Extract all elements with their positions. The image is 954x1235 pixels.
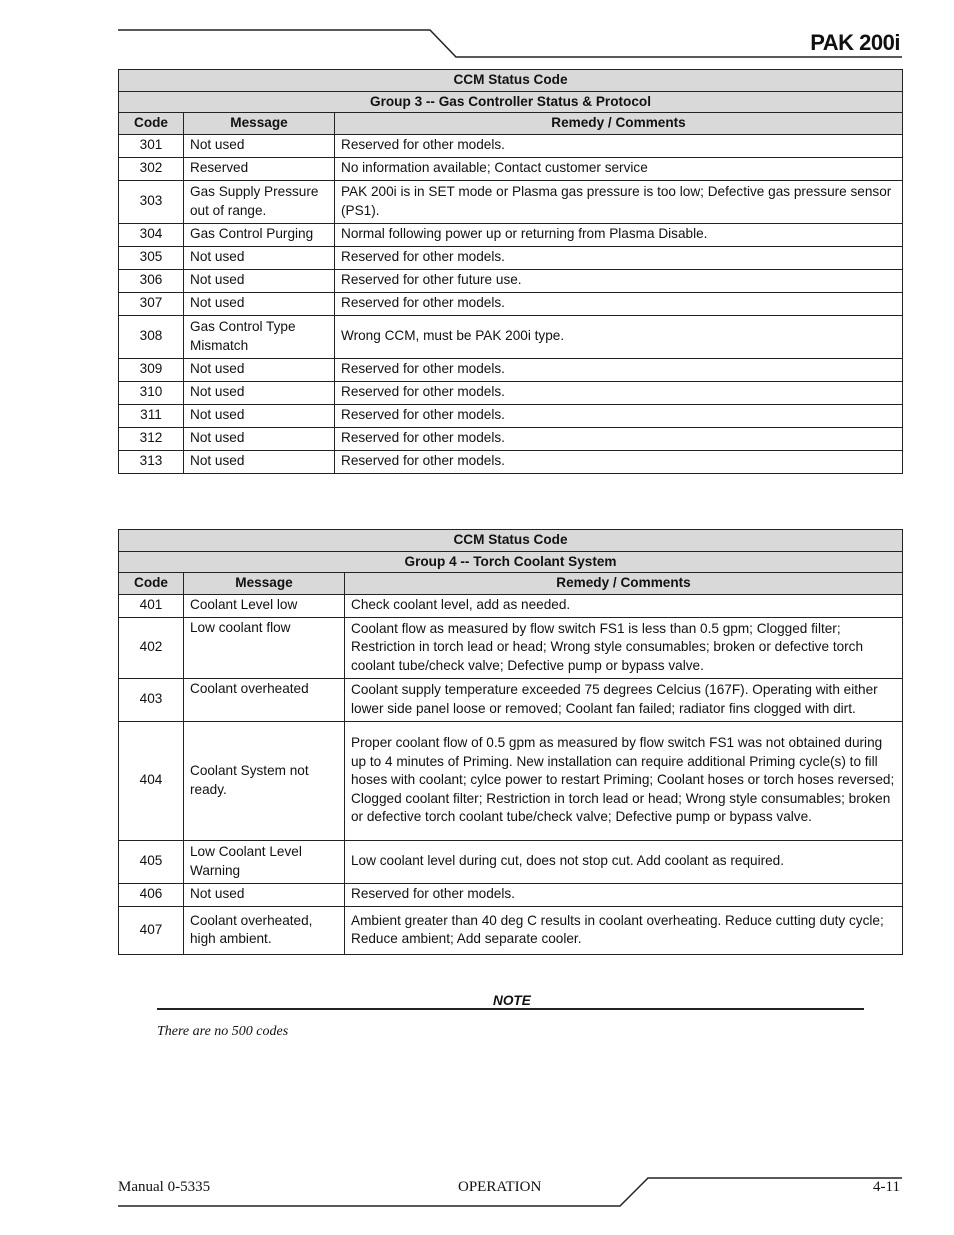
table-row — [119, 315, 903, 358]
remedy-cell: Normal following power up or returning from Plasma Disable. — [335, 223, 903, 246]
code-cell: 403 — [119, 678, 184, 721]
remedy-cell: Reserved for other models. — [335, 381, 903, 404]
table-group: Group 4 -- Torch Coolant System — [119, 551, 903, 573]
code-cell: 313 — [119, 450, 184, 473]
table-row — [119, 427, 903, 450]
message-cell: Not used — [184, 358, 335, 381]
remedy-cell: Reserved for other future use. — [335, 269, 903, 292]
table-group-row — [119, 91, 903, 113]
col-header-remedy: Remedy / Comments — [345, 573, 903, 595]
remedy-cell: Check coolant level, add as needed. — [345, 594, 903, 617]
code-cell: 310 — [119, 381, 184, 404]
table-row — [119, 404, 903, 427]
message-cell: Coolant System not ready. — [184, 721, 345, 840]
table-title: CCM Status Code — [119, 530, 903, 552]
table-row — [119, 906, 903, 954]
message-cell: Gas Control Purging — [184, 223, 335, 246]
message-cell: Reserved — [184, 157, 335, 180]
message-cell: Not used — [184, 450, 335, 473]
note-rule — [157, 1008, 864, 1010]
code-cell: 311 — [119, 404, 184, 427]
message-cell: Gas Control Type Mismatch — [184, 315, 335, 358]
table-body — [119, 594, 903, 954]
table-header-row — [119, 573, 903, 595]
code-cell: 407 — [119, 906, 184, 954]
note-text: There are no 500 codes — [157, 1024, 289, 1039]
table-title-row — [119, 530, 903, 552]
code-cell: 308 — [119, 315, 184, 358]
remedy-cell: Reserved for other models. — [335, 427, 903, 450]
code-cell: 402 — [119, 617, 184, 678]
message-cell: Not used — [184, 381, 335, 404]
message-cell: Low Coolant Level Warning — [184, 840, 345, 883]
message-cell: Not used — [184, 404, 335, 427]
remedy-cell: Coolant flow as measured by flow switch FS1 is less than 0.5 gpm; Clogged filter; Restriction in torch lead or head; Wrong style consumables; broken or defective torch coolant tube/check valve; Defective pump or bypass valve. — [345, 617, 903, 678]
code-cell: 306 — [119, 269, 184, 292]
table-title: CCM Status Code — [119, 70, 903, 92]
code-cell: 401 — [119, 594, 184, 617]
col-header-code: Code — [119, 573, 184, 595]
table-row — [119, 246, 903, 269]
footer-page-number: 4-11 — [873, 1179, 900, 1195]
remedy-cell: Reserved for other models. — [335, 134, 903, 157]
note-label: NOTE — [493, 993, 531, 1008]
table-row — [119, 883, 903, 906]
message-cell: Not used — [184, 883, 345, 906]
remedy-cell: Ambient greater than 40 deg C results in coolant overheating. Reduce cutting duty cycle; Reduce ambient; Add separate cooler. — [345, 906, 903, 954]
remedy-cell: Reserved for other models. — [335, 292, 903, 315]
message-cell: Low coolant flow — [184, 617, 345, 678]
message-cell: Not used — [184, 427, 335, 450]
code-cell: 304 — [119, 223, 184, 246]
table-row — [119, 292, 903, 315]
message-cell: Not used — [184, 134, 335, 157]
table-row — [119, 721, 903, 840]
message-cell: Not used — [184, 292, 335, 315]
table-header-row — [119, 113, 903, 135]
code-cell: 301 — [119, 134, 184, 157]
table-row — [119, 594, 903, 617]
remedy-cell: Low coolant level during cut, does not stop cut. Add coolant as required. — [345, 840, 903, 883]
remedy-cell: Wrong CCM, must be PAK 200i type. — [335, 315, 903, 358]
remedy-cell: Reserved for other models. — [335, 246, 903, 269]
remedy-cell: Reserved for other models. — [345, 883, 903, 906]
table-title-row — [119, 70, 903, 92]
message-cell: Coolant overheated, high ambient. — [184, 906, 345, 954]
table-row — [119, 134, 903, 157]
remedy-cell: Reserved for other models. — [335, 450, 903, 473]
code-cell: 302 — [119, 157, 184, 180]
remedy-cell: No information available; Contact customer service — [335, 157, 903, 180]
remedy-cell: Reserved for other models. — [335, 358, 903, 381]
code-cell: 312 — [119, 427, 184, 450]
code-cell: 305 — [119, 246, 184, 269]
table-group: Group 3 -- Gas Controller Status & Protocol — [119, 91, 903, 113]
message-cell: Not used — [184, 246, 335, 269]
product-title: PAK 200i — [810, 30, 900, 55]
footer-section: OPERATION — [458, 1179, 542, 1195]
message-cell: Coolant Level low — [184, 594, 345, 617]
remedy-cell: Proper coolant flow of 0.5 gpm as measured by flow switch FS1 was not obtained during up to 4 minutes of Priming. New installation can require additional Priming cycle(s) to fill hoses with coolant; cylce power to restart Priming; Coolant hoses or torch hoses reversed; Clogged coolant filter; Restriction in torch lead or head; Wrong style consumables; broken or defective torch coolant tube/check valve; Defective pump or bypass valve. — [345, 721, 903, 840]
table-row — [119, 223, 903, 246]
message-cell: Coolant overheated — [184, 678, 345, 721]
code-cell: 309 — [119, 358, 184, 381]
table-row — [119, 381, 903, 404]
table-body — [119, 134, 903, 473]
code-cell: 406 — [119, 883, 184, 906]
table-row — [119, 180, 903, 223]
code-cell: 405 — [119, 840, 184, 883]
remedy-cell: Reserved for other models. — [335, 404, 903, 427]
table-row — [119, 358, 903, 381]
status-table-group-4 — [118, 529, 903, 955]
status-table-group-3 — [118, 69, 903, 474]
remedy-cell: PAK 200i is in SET mode or Plasma gas pressure is too low; Defective gas pressure sensor (PS1). — [335, 180, 903, 223]
table-row — [119, 269, 903, 292]
code-cell: 303 — [119, 180, 184, 223]
code-cell: 307 — [119, 292, 184, 315]
remedy-cell: Coolant supply temperature exceeded 75 degrees Celcius (167F). Operating with either lower side panel loose or removed; Coolant fan failed; radiator fins clogged with dirt. — [345, 678, 903, 721]
message-cell: Not used — [184, 269, 335, 292]
footer-manual-number: Manual 0-5335 — [118, 1179, 211, 1195]
col-header-code: Code — [119, 113, 184, 135]
table-row — [119, 450, 903, 473]
table-row — [119, 617, 903, 678]
table-row — [119, 840, 903, 883]
table-row — [119, 157, 903, 180]
code-cell: 404 — [119, 721, 184, 840]
table-group-row — [119, 551, 903, 573]
col-header-message: Message — [184, 573, 345, 595]
table-row — [119, 678, 903, 721]
col-header-message: Message — [184, 113, 335, 135]
col-header-remedy: Remedy / Comments — [335, 113, 903, 135]
message-cell: Gas Supply Pressure out of range. — [184, 180, 335, 223]
